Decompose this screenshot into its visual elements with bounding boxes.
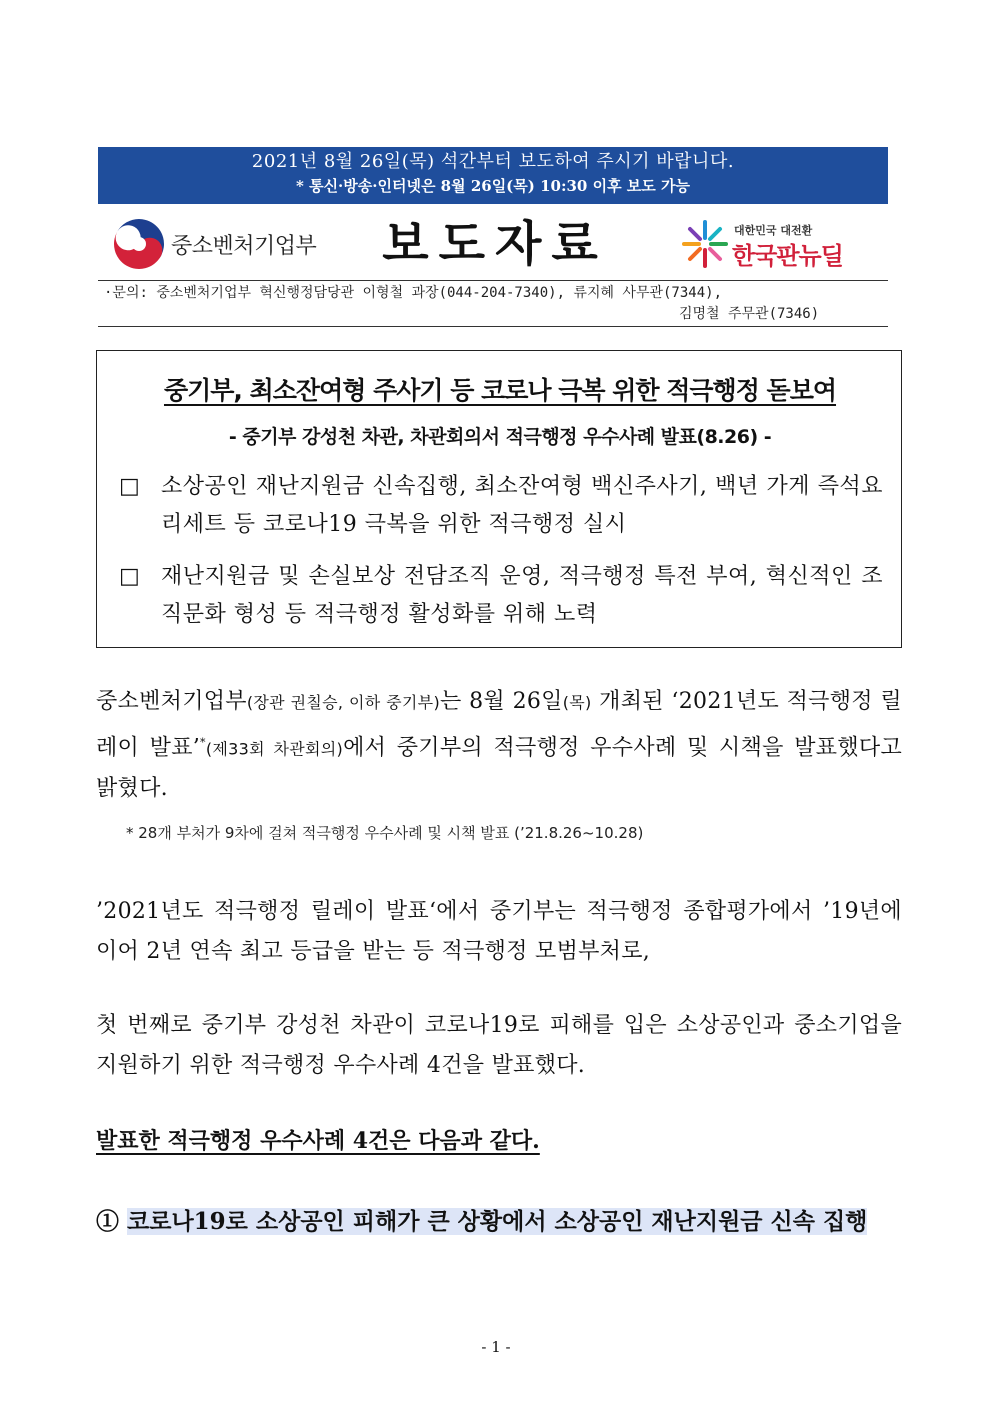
subheadline: - 중기부 강성천 차관, 차관회의서 적극행정 우수사례 발표(8.26) - [228,426,772,448]
page-number: - 1 - [481,1338,511,1356]
ministry-name: 중소벤처기업부 [171,234,317,259]
embargo-line: 2021년 8월 26일(목) 석간부터 보도하여 주시기 바랍니다. [251,151,735,172]
summary-bullet-text: 소상공인 재난지원금 신속집행, 최소잔여형 백신주사기, 백년 가게 즉석요리세트 등 코로나19 극복을 위한 적극행정 실시 [161,474,883,537]
paragraph-3: 첫 번째로 중기부 강성천 차관이 코로나19로 피해를 입은 소상공인과 중소기업을 지원하기 위한 적극행정 우수사례 4건을 발표했다. [96,1013,902,1078]
paragraph-2: ’2021년도 적극행정 릴레이 발표‘에서 중기부는 적극행정 종합평가에서 ’19년에 이어 2년 연속 최고 등급을 받는 등 적극행정 모범부처로, [96,899,902,964]
summary-bullet [119,558,883,634]
p1-part: 개최된 ‘2021년도 적극행정 릴레이 발표’ [96,689,902,761]
case-item-1 [96,1200,902,1244]
p1-part: 에서 중기부의 적극행정 우수사례 및 시책을 발표했다고 밝혔다. [96,735,902,802]
taegeuk-emblem-icon [113,218,165,270]
p1-paren: (목) [562,693,592,712]
checkbox-square-icon: □ [119,564,140,589]
p1-paren: (제33회 차관회의) [205,739,344,759]
headline-text: 중기부, 최소잔여형 주사기 등 코로나 극복 위한 적극행정 돋보여 [163,376,837,405]
document-title: 보도자료 [382,216,608,272]
contact-divider [98,326,888,327]
p1-part: 중소벤처기업부 [96,689,247,714]
embargo-banner [98,147,888,204]
ministry-logo [113,216,343,272]
new-deal-name: 한국판뉴딜 [732,242,843,270]
new-deal-logo [680,216,860,272]
contact-line-1: ·문의: 중소벤처기업부 혁신행정담당관 이형철 과장(044-204-7340), 류지혜 사무관(7344), [104,285,723,301]
summary-bullet [119,468,883,544]
p1-paren: (장관 권칠승, 이하 중기부) [246,693,440,712]
summary-bullet-text: 재난지원금 및 손실보상 전담조직 운영, 적극행정 특전 부여, 혁신적인 조직문화 형성 등 적극행정 활성화를 위해 노력 [161,564,883,627]
checkbox-square-icon: □ [119,474,140,499]
new-deal-tagline: 대한민국 대전환 [734,224,813,237]
contact-line-2: 김명철 주무관(7346) [679,306,820,322]
p1-part: 는 8월 26일 [439,689,563,714]
circled-number: ① [96,1208,119,1235]
section-heading: 발표한 적극행정 우수사례 4건은 다음과 같다. [96,1128,540,1154]
embargo-note: * 통신·방송·인터넷은 8월 26일(목) 10:30 이후 보도 가능 [296,177,690,195]
case-item-1-title: 코로나19로 소상공인 피해가 큰 상황에서 소상공인 재난지원금 신속 집행 [127,1208,868,1235]
contact-info [104,283,894,325]
headline [97,371,903,407]
paragraph-1 [96,682,902,809]
summary-box [96,350,902,648]
footnote-mark: * [200,736,206,749]
footnote: * 28개 부처가 9차에 걸쳐 적극행정 우수사례 및 시책 발표 (’21.8.26~10.28) [126,824,644,842]
new-deal-burst-icon [680,218,730,270]
header-divider [98,280,888,281]
